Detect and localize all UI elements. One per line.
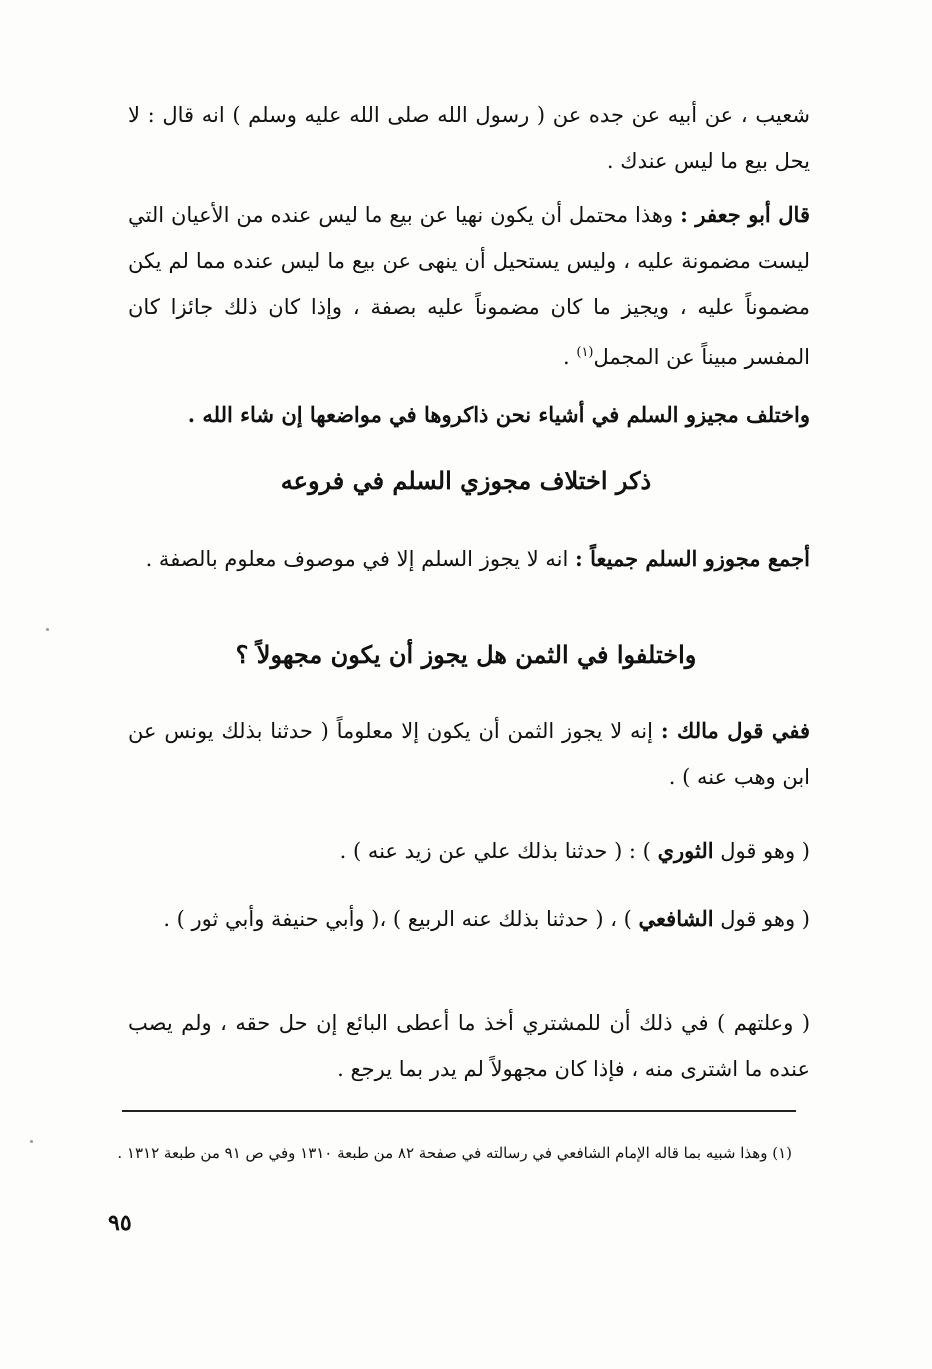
paragraph-shafii: [128, 896, 810, 942]
paragraph-text: ) : ( حدثنا بذلك علي عن زيد عنه ) .: [339, 839, 658, 863]
scholar-name: الشافعي: [638, 906, 714, 931]
section-heading-2: واختلفوا في الثمن هل يجوز أن يكون مجهولاً ؟: [235, 640, 697, 669]
paragraph-abu-jafar: [128, 192, 810, 380]
footnote: (١) وهذا شبيه بما قاله الإمام الشافعي في رسالته في صفحة ٨٢ من طبعة ١٣١٠ وفي ص ٩١ من طبعة ١٣١٢ .: [117, 1144, 792, 1162]
paragraph-open: ( وعلتهم ): [708, 1011, 811, 1035]
paragraph-end: .: [563, 345, 577, 369]
paragraph-open: ( وهو قول: [713, 839, 810, 863]
paragraph-text: واختلف مجيزو السلم في أشياء نحن ذاكروها في مواضعها إن شاء الله .: [187, 402, 810, 427]
footnote-ref: (١): [576, 345, 594, 360]
paragraph-open: ( وهو قول: [713, 907, 810, 931]
paragraph-text: في ذلك أن للمشتري أخذ ما أعطى البائع إن حل حقه ، ولم يصب عنده ما اشترى منه ، فإذا كان مجهولاً لم يدر بما يرجع .: [128, 1011, 810, 1081]
scholar-name: الثوري: [657, 838, 714, 863]
paragraph-hadith: [128, 92, 810, 184]
speaker-label: ففي قول مالك :: [660, 718, 810, 743]
paragraph-text: انه لا يجوز السلم إلا في موصوف معلوم بالصفة .: [145, 547, 569, 571]
scan-speck: [30, 1140, 33, 1143]
scan-speck: [46, 628, 49, 631]
paragraph-text: وهذا محتمل أن يكون نهيا عن بيع ما ليس عنده من الأعيان التي ليست مضمونة عليه ، وليس يستحيل أن ينهى عن بيع ما ليس عنده مما لم يكن مضموناً عليه ، ويجيز ما كان مضموناً عليه بصفة ، وإذا كان ذلك جائزا كان المفسر مبيناً عن المجمل: [128, 203, 810, 369]
paragraph-disagreement: [128, 392, 810, 438]
section-heading-1: ذكر اختلاف مجوزي السلم في فروعه: [280, 466, 652, 495]
paragraph-consensus: [128, 536, 810, 582]
paragraph-reasoning: [128, 1000, 810, 1092]
speaker-label: أجمع مجوزو السلم جميعاً :: [575, 546, 810, 571]
paragraph-text: إنه لا يجوز الثمن أن يكون إلا معلوماً ( حدثنا بذلك يونس عن ابن وهب عنه ) .: [128, 719, 810, 789]
paragraph-text: شعيب ، عن أبيه عن جده عن ( رسول الله صلى الله عليه وسلم ) انه قال : لا يحل بيع ما ليس عندك .: [128, 103, 810, 173]
footnote-divider: [122, 1110, 796, 1112]
speaker-label: قال أبو جعفر :: [680, 202, 810, 227]
paragraph-thawri: [128, 828, 810, 874]
page-number: ٩٥: [108, 1210, 132, 1236]
paragraph-text: ) ، ( حدثنا بذلك عنه الربيع ) ،( وأبي حنيفة وأبي ثور ) .: [163, 907, 639, 931]
paragraph-malik: [128, 708, 810, 800]
